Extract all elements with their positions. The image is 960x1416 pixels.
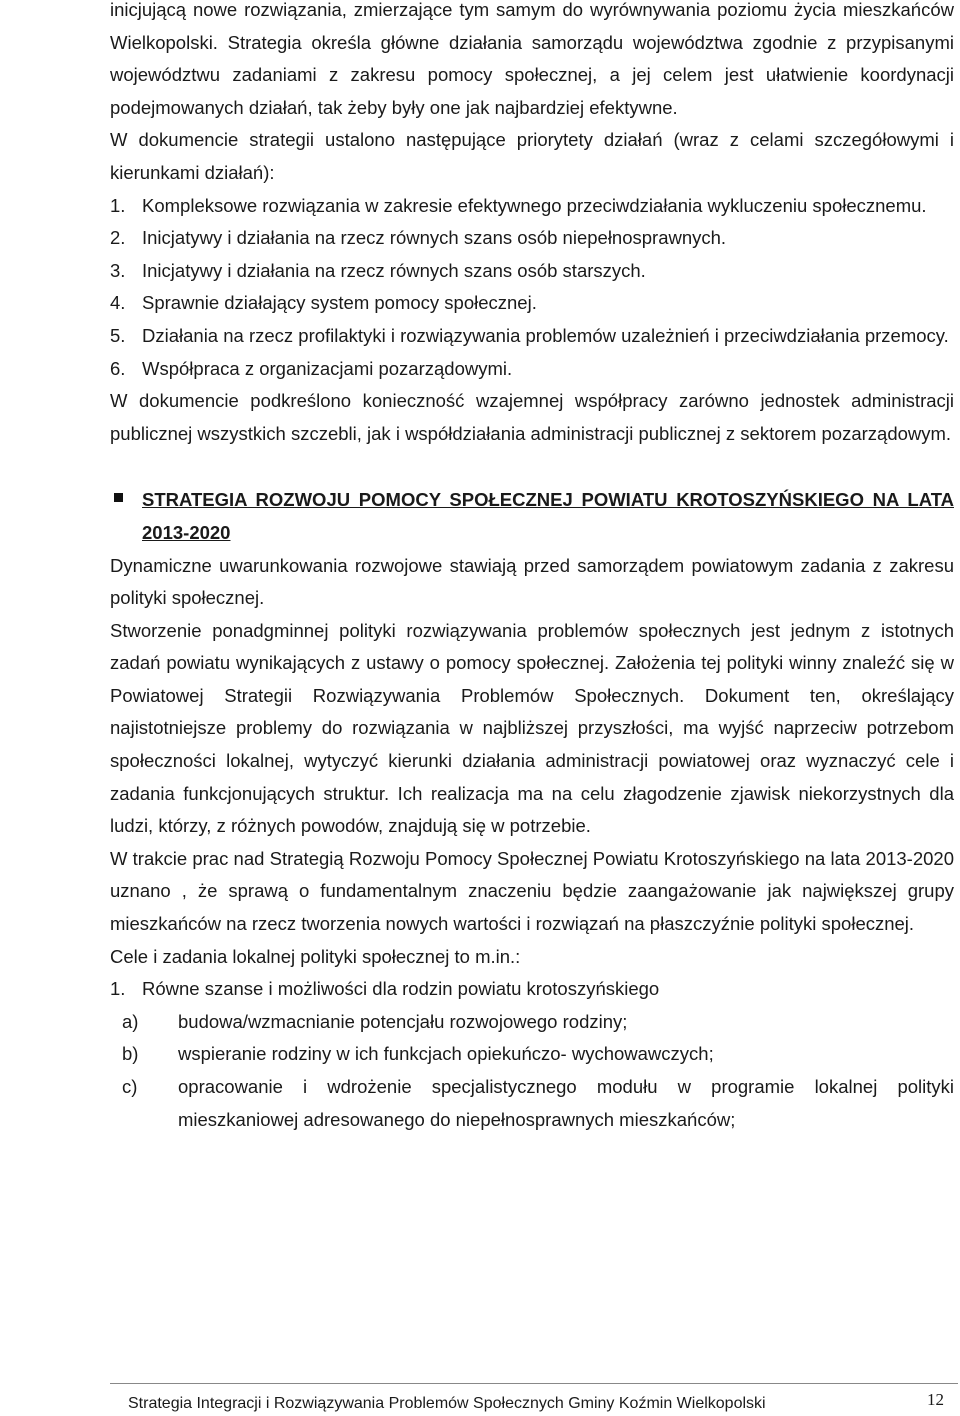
sub-list-label: c) — [122, 1076, 138, 1097]
list-number: 3. — [110, 259, 126, 281]
list-text: Równe szanse i możliwości dla rodzin powiatu krotoszyńskiego — [142, 978, 660, 1000]
footer-title: Strategia Integracji i Rozwiązywania Problemów Społecznych Gminy Koźmin Wielkopolski — [128, 1395, 766, 1412]
list-number: 1. — [110, 978, 126, 1000]
sub-list-item — [110, 1038, 954, 1071]
list-text: Współpraca z organizacjami pozarządowymi. — [142, 357, 513, 379]
page-footer — [110, 1383, 958, 1412]
list-number: 4. — [110, 292, 126, 314]
paragraph: Dynamiczne uwarunkowania rozwojowe stawiają przed samorządem powiatowym zadania z zakresu polityki społecznej. — [110, 554, 954, 609]
list-item — [110, 222, 954, 255]
paragraph: W dokumencie podkreślono konieczność wzajemnej współpracy zarówno jednostek administracji publicznej wszystkich szczebli, jak i współdziałania administracji publicznej z sektorem pozarządowym. — [110, 390, 954, 444]
list-text: Kompleksowe rozwiązania w zakresie efektywnego przeciwdziałania wykluczeniu społecznemu. — [142, 194, 927, 216]
list-number: 1. — [110, 194, 126, 216]
list-item — [110, 353, 954, 386]
sub-list-text: wspieranie rodziny w ich funkcjach opiekuńczo- wychowawczych; — [178, 1043, 714, 1065]
sub-list-label: b) — [122, 1043, 139, 1065]
document-body — [110, 0, 954, 1136]
paragraph: Cele i zadania lokalnej polityki społecznej to m.in.: — [110, 945, 521, 967]
list-text: Sprawnie działający system pomocy społecznej. — [142, 292, 537, 314]
square-bullet-icon — [114, 493, 123, 502]
page-number: 12 — [927, 1390, 944, 1409]
list-item — [110, 287, 954, 320]
sub-list-text: opracowanie i wdrożenie specjalistycznego modułu w programie lokalnej polityki mieszkaniowej adresowanego do niepełnosprawnych mieszkańców; — [178, 1076, 954, 1130]
sub-list-label: a) — [122, 1010, 139, 1032]
section-heading — [110, 484, 954, 549]
sub-list-text: budowa/wzmacnianie potencjału rozwojowego rodziny; — [178, 1010, 628, 1032]
sub-list-item — [110, 1071, 954, 1136]
paragraph: inicjującą nowe rozwiązania, zmierzające tym samym do wyrównywania poziomu życia mieszkańców Wielkopolski. Strategia określa główne działania samorządu województwa zgodnie z przypisanymi województwu zadaniami z zakresu pomocy społecznej, a jej celem jest ułatwienie koordynacji podejmowanych działań, tak żeby były one jak najbardziej efektywne. — [110, 0, 954, 118]
list-text: Działania na rzecz profilaktyki i rozwiązywania problemów uzależnień i przeciwdziałania przemocy. — [142, 324, 949, 346]
list-number: 6. — [110, 357, 126, 379]
priorities-list — [110, 190, 954, 386]
paragraph: Stworzenie ponadgminnej polityki rozwiązywania problemów społecznych jest jednym z istotnych zadań powiatu wynikających z ustawy o pomocy społecznej. Założenia tej polityki winny znaleźć się w Powiatowej Strategii Rozwiązywania Problemów Społecznych. Dokument ten, określający najistotniejsze problemy do rozwiązania w najbliższej przyszłości, ma wyjść naprzeciw potrzebom społeczności lokalnej, wytyczyć kierunki działania administracji powiatowej oraz wyznaczyć cele i zadania funkcjonujących struktur. Ich realizacja ma na celu złagodzenie zjawisk niekorzystnych dla ludzi, którzy, z różnych powodów, znajdują się w potrzebie. — [110, 619, 954, 837]
sub-list-item — [110, 1006, 954, 1039]
list-item — [110, 255, 954, 288]
list-item — [110, 320, 954, 353]
list-text: Inicjatywy i działania na rzecz równych szans osób niepełnosprawnych. — [142, 227, 727, 249]
section-heading-text: STRATEGIA ROZWOJU POMOCY SPOŁECZNEJ POWIATU KROTOSZYŃSKIEGO NA LATA 2013-2020 — [142, 489, 954, 543]
goal-item — [110, 973, 954, 1006]
paragraph: W trakcie prac nad Strategią Rozwoju Pomocy Społecznej Powiatu Krotoszyńskiego na lata 2013-2020 uznano , że sprawą o fundamentalnym znaczeniu będzie zaangażowanie jak największej grupy mieszkańców na rzecz tworzenia nowych wartości i rozwiązań na płaszczyźnie polityki społecznej. — [110, 847, 954, 935]
list-text: Inicjatywy i działania na rzecz równych szans osób starszych. — [142, 259, 646, 281]
paragraph: W dokumencie strategii ustalono następujące priorytety działań (wraz z celami szczegółowymi i kierunkami działań): — [110, 129, 954, 183]
list-number: 2. — [110, 227, 126, 249]
list-item — [110, 190, 954, 223]
list-number: 5. — [110, 324, 126, 346]
